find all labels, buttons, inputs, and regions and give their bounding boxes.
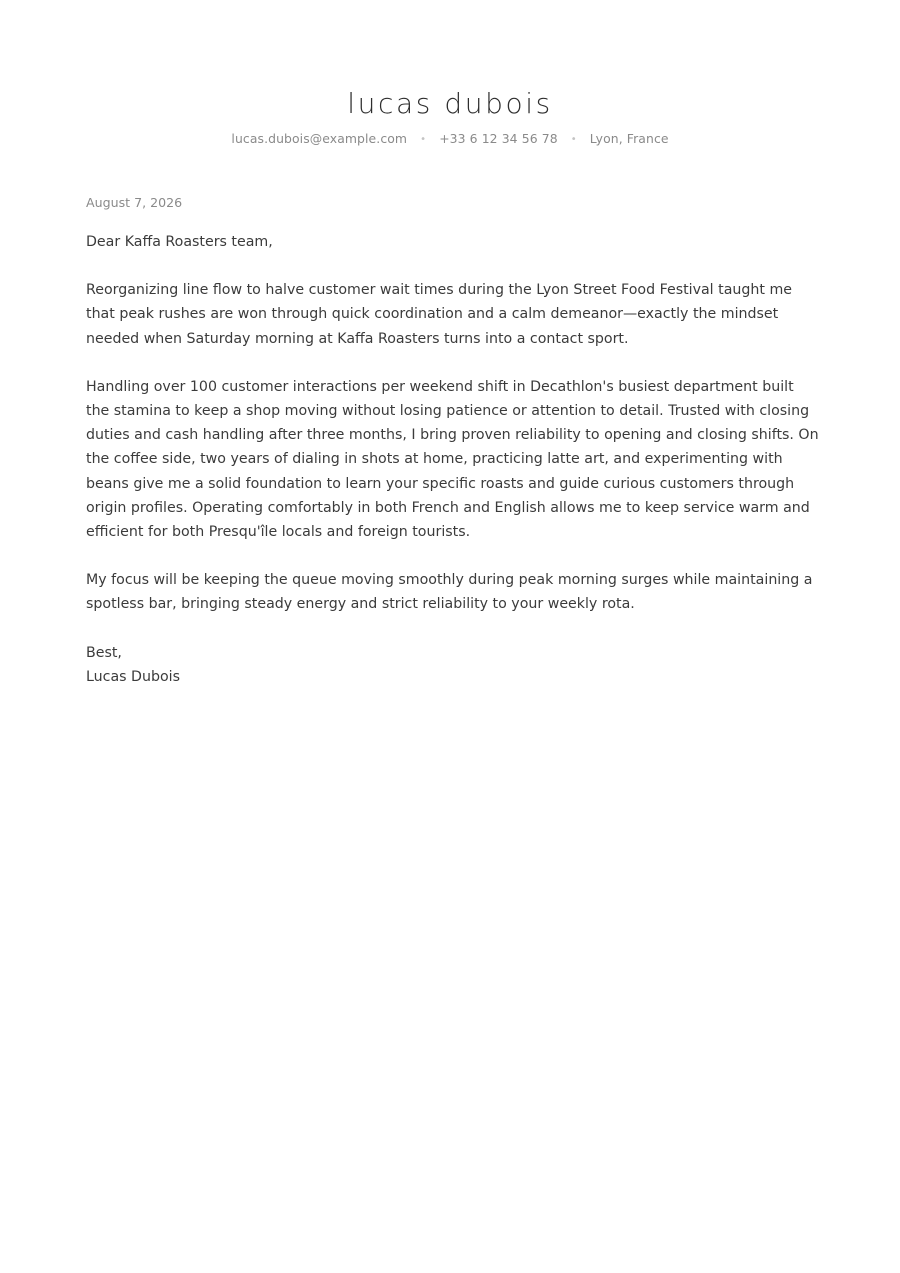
contact-separator: • <box>420 134 427 145</box>
contact-line <box>0 130 900 149</box>
contact-location: Lyon, France <box>589 131 669 146</box>
contact-separator: • <box>570 134 577 145</box>
letter-paragraph: Reorganizing line flow to halve customer wait times during the Lyon Street Food Festival taught me that peak rushes are won through quick coordination and a calm demeanor—exactly the mindset needed when Saturday morning at Kaffa Roasters turns into a contact sport. <box>86 282 793 347</box>
letter-paragraph: My focus will be keeping the queue moving smoothly during peak morning surges while maintaining a spotless bar, bringing steady energy and strict reliability to your weekly rota. <box>86 572 813 613</box>
applicant-name: lucas dubois <box>347 87 553 120</box>
letter-salutation: Dear Kaffa Roasters team, <box>86 234 273 250</box>
contact-phone: +33 6 12 34 56 78 <box>439 131 558 146</box>
letter-body <box>86 192 821 689</box>
letter-closing: Best, <box>86 644 122 661</box>
letter-date: August 7, 2026 <box>86 195 183 210</box>
contact-email: lucas.dubois@example.com <box>231 131 408 146</box>
letter-paragraph: Handling over 100 customer interactions per weekend shift in Decathlon's busiest department built the stamina to keep a shop moving without losing patience or attention to detail. Trusted with closing duties and cash handling after three months, I bring proven reliability to opening and closing shifts. On the coffee side, two years of dialing in shots at home, practicing latte art, and experimenting with beans give me a solid foundation to learn your specific roasts and guide curious customers through origin profiles. Operating comfortably in both French and English allows me to keep service warm and efficient for both Presqu'île locals and foreign tourists. <box>86 378 819 541</box>
letter-header <box>0 84 900 149</box>
letter-signature: Lucas Dubois <box>86 668 180 685</box>
